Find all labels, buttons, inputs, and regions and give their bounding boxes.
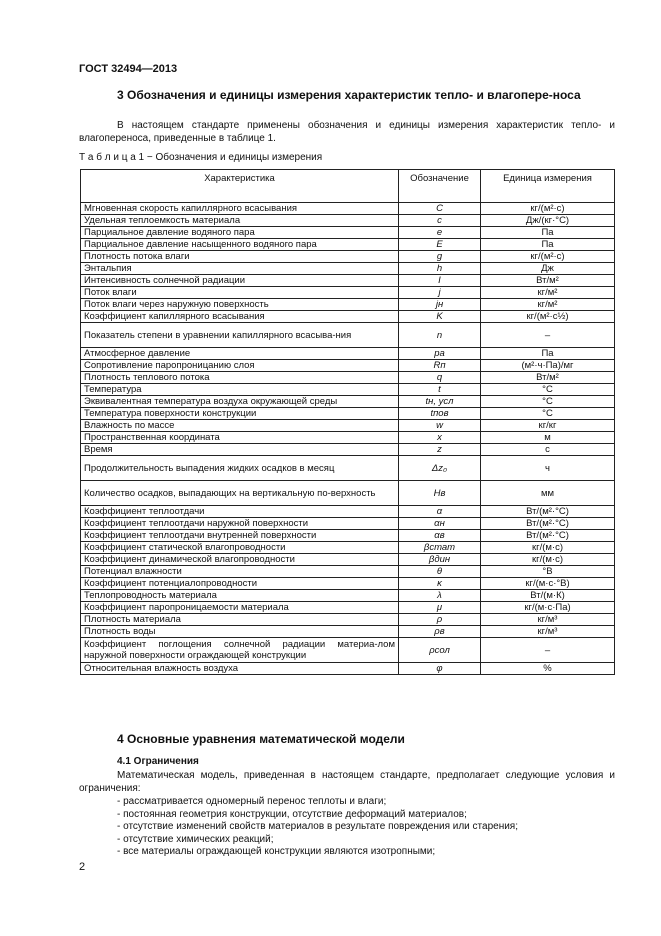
cell-characteristic: Коэффициент теплоотдачи внутренней поверхности xyxy=(81,530,399,542)
section-4-title: 4 Основные уравнения математической модели xyxy=(117,732,405,746)
cell-unit: кг/м³ xyxy=(481,614,615,626)
table-row xyxy=(81,203,615,215)
cell-unit: °С xyxy=(481,408,615,420)
cell-characteristic: Поток влаги xyxy=(81,287,399,299)
cell-characteristic: Коэффициент динамической влагопроводности xyxy=(81,554,399,566)
cell-characteristic: Энтальпия xyxy=(81,263,399,275)
section-3-title: 3 Обозначения и единицы измерения характеристик тепло- и влагопере-носа xyxy=(117,88,581,102)
table-caption: Т а б л и ц а 1 − Обозначения и единицы измерения xyxy=(79,152,323,163)
list-item: - все материалы ограждающей конструкции являются изотропными; xyxy=(117,846,436,857)
list-item: - рассматривается одномерный перенос теплоты и влаги; xyxy=(117,796,387,807)
table-row xyxy=(81,311,615,323)
table-row xyxy=(81,638,615,663)
cell-symbol: I xyxy=(399,275,481,287)
page-number: 2 xyxy=(79,861,86,873)
cell-symbol: Rп xyxy=(399,360,481,372)
cell-symbol: pа xyxy=(399,348,481,360)
table-row xyxy=(81,432,615,444)
cell-symbol: w xyxy=(399,420,481,432)
table-row xyxy=(81,590,615,602)
cell-symbol: αв xyxy=(399,530,481,542)
cell-characteristic: Плотность воды xyxy=(81,626,399,638)
table-row xyxy=(81,456,615,481)
cell-unit: кг/м² xyxy=(481,299,615,311)
cell-symbol: Δz₀ xyxy=(399,456,481,481)
section-4-1-title: 4.1 Ограничения xyxy=(117,756,199,767)
cell-symbol: z xyxy=(399,444,481,456)
table-row xyxy=(81,444,615,456)
cell-characteristic: Пространственная координата xyxy=(81,432,399,444)
cell-symbol: θ xyxy=(399,566,481,578)
table-row xyxy=(81,239,615,251)
cell-unit: Вт/(м²·°С) xyxy=(481,518,615,530)
table-row xyxy=(81,530,615,542)
cell-unit: Па xyxy=(481,227,615,239)
cell-characteristic: Мгновенная скорость капиллярного всасывания xyxy=(81,203,399,215)
cell-unit: Па xyxy=(481,348,615,360)
table-row xyxy=(81,396,615,408)
cell-unit: Вт/(м·К) xyxy=(481,590,615,602)
cell-unit: кг/(м·с·Па) xyxy=(481,602,615,614)
cell-unit: Дж/(кг·°С) xyxy=(481,215,615,227)
cell-characteristic: Температура xyxy=(81,384,399,396)
table-row xyxy=(81,578,615,590)
cell-symbol: E xyxy=(399,239,481,251)
cell-characteristic: Продолжительность выпадения жидких осадков в месяц xyxy=(81,456,399,481)
cell-characteristic: Температура поверхности конструкции xyxy=(81,408,399,420)
cell-symbol: q xyxy=(399,372,481,384)
cell-characteristic: Атмосферное давление xyxy=(81,348,399,360)
cell-unit: мм xyxy=(481,481,615,506)
table-row xyxy=(81,542,615,554)
table-row xyxy=(81,384,615,396)
table-row xyxy=(81,518,615,530)
table-row xyxy=(81,372,615,384)
cell-unit: Вт/(м²·°С) xyxy=(481,530,615,542)
cell-characteristic: Коэффициент теплоотдачи наружной поверхности xyxy=(81,518,399,530)
cell-symbol: n xyxy=(399,323,481,348)
cell-characteristic: Коэффициент статической влагопроводности xyxy=(81,542,399,554)
cell-symbol: α xyxy=(399,506,481,518)
cell-symbol: e xyxy=(399,227,481,239)
list-item: - отсутствие изменений свойств материалов в результате повреждения или старения; xyxy=(117,821,518,832)
cell-symbol: tн, усл xyxy=(399,396,481,408)
table-row xyxy=(81,420,615,432)
cell-characteristic: Относительная влажность воздуха xyxy=(81,663,399,675)
table-row xyxy=(81,614,615,626)
cell-unit: Вт/м² xyxy=(481,372,615,384)
cell-symbol: βдин xyxy=(399,554,481,566)
section-4-1-paragraph: Математическая модель, приведенная в настоящем стандарте, предполагает следующие условия и ограничения: xyxy=(79,770,615,794)
cell-unit: °В xyxy=(481,566,615,578)
table-row xyxy=(81,287,615,299)
cell-unit: °С xyxy=(481,396,615,408)
cell-unit: – xyxy=(481,323,615,348)
cell-symbol: μ xyxy=(399,602,481,614)
cell-unit: % xyxy=(481,663,615,675)
table-row xyxy=(81,275,615,287)
cell-characteristic: Поток влаги через наружную поверхность xyxy=(81,299,399,311)
table-row xyxy=(81,360,615,372)
cell-symbol: x xyxy=(399,432,481,444)
cell-characteristic: Время xyxy=(81,444,399,456)
table-row xyxy=(81,251,615,263)
cell-characteristic: Интенсивность солнечной радиации xyxy=(81,275,399,287)
cell-characteristic: Показатель степени в уравнении капиллярного всасыва-ния xyxy=(81,323,399,348)
table-row xyxy=(81,481,615,506)
table-row xyxy=(81,626,615,638)
cell-unit: кг/м³ xyxy=(481,626,615,638)
cell-symbol: h xyxy=(399,263,481,275)
cell-symbol: φ xyxy=(399,663,481,675)
cell-unit: ч xyxy=(481,456,615,481)
column-header-characteristic: Характеристика xyxy=(81,170,399,203)
cell-symbol: j xyxy=(399,287,481,299)
cell-characteristic: Плотность теплового потока xyxy=(81,372,399,384)
cell-symbol: κ xyxy=(399,578,481,590)
cell-unit: Вт/(м²·°С) xyxy=(481,506,615,518)
table-row xyxy=(81,602,615,614)
cell-characteristic: Эквивалентная температура воздуха окружающей среды xyxy=(81,396,399,408)
cell-characteristic: Коэффициент потенциалопроводности xyxy=(81,578,399,590)
section-3-paragraph: В настоящем стандарте применены обозначения и единицы измерения характеристик тепло- и влагопереноса, приведенные в таблице 1. xyxy=(79,120,615,144)
cell-unit: (м²·ч·Па)/мг xyxy=(481,360,615,372)
cell-symbol: βстат xyxy=(399,542,481,554)
cell-characteristic: Коэффициент теплоотдачи xyxy=(81,506,399,518)
table-row xyxy=(81,408,615,420)
cell-characteristic: Коэффициент капиллярного всасывания xyxy=(81,311,399,323)
cell-symbol: λ xyxy=(399,590,481,602)
cell-unit: с xyxy=(481,444,615,456)
column-header-unit: Единица измерения xyxy=(481,170,615,203)
cell-characteristic: Парциальное давление насыщенного водяного пара xyxy=(81,239,399,251)
cell-unit: кг/(м²·с½) xyxy=(481,311,615,323)
cell-characteristic: Теплопроводность материала xyxy=(81,590,399,602)
cell-unit: кг/(м·с) xyxy=(481,554,615,566)
table-row xyxy=(81,348,615,360)
restrictions-list xyxy=(117,796,518,859)
table-row xyxy=(81,566,615,578)
cell-characteristic: Плотность материала xyxy=(81,614,399,626)
cell-symbol: t xyxy=(399,384,481,396)
cell-symbol: tпов xyxy=(399,408,481,420)
cell-unit: Дж xyxy=(481,263,615,275)
list-item: - отсутствие химических реакций; xyxy=(117,833,274,845)
symbols-table xyxy=(80,169,615,675)
cell-unit: кг/(м²·с) xyxy=(481,251,615,263)
cell-symbol: ρв xyxy=(399,626,481,638)
cell-unit: кг/(м²·с) xyxy=(481,203,615,215)
column-header-symbol: Обозначение xyxy=(399,170,481,203)
cell-symbol: ρ xyxy=(399,614,481,626)
cell-characteristic: Плотность потока влаги xyxy=(81,251,399,263)
cell-characteristic: Влажность по массе xyxy=(81,420,399,432)
cell-symbol: ρсол xyxy=(399,638,481,663)
cell-unit: кг/кг xyxy=(481,420,615,432)
cell-unit: Па xyxy=(481,239,615,251)
cell-unit: Вт/м² xyxy=(481,275,615,287)
document-header: ГОСТ 32494—2013 xyxy=(79,63,178,75)
cell-unit: °С xyxy=(481,384,615,396)
cell-characteristic: Сопротивление паропроницанию слоя xyxy=(81,360,399,372)
table-row xyxy=(81,506,615,518)
cell-symbol: c xyxy=(399,215,481,227)
cell-symbol: Hв xyxy=(399,481,481,506)
cell-unit: кг/(м·с) xyxy=(481,542,615,554)
table-row xyxy=(81,263,615,275)
cell-symbol: g xyxy=(399,251,481,263)
table-row xyxy=(81,227,615,239)
table-row xyxy=(81,215,615,227)
cell-characteristic: Парциальное давление водяного пара xyxy=(81,227,399,239)
cell-characteristic: Удельная теплоемкость материала xyxy=(81,215,399,227)
cell-unit: кг/м² xyxy=(481,287,615,299)
cell-symbol: K xyxy=(399,311,481,323)
cell-symbol: C xyxy=(399,203,481,215)
table-header-row xyxy=(81,170,615,203)
table-row xyxy=(81,299,615,311)
cell-characteristic: Количество осадков, выпадающих на вертикальную по-верхность xyxy=(81,481,399,506)
cell-unit: м xyxy=(481,432,615,444)
cell-unit: – xyxy=(481,638,615,663)
cell-characteristic: Коэффициент поглощения солнечной радиации материа-лом наружной поверхности ограждающей конструкции xyxy=(81,638,399,663)
cell-symbol: jн xyxy=(399,299,481,311)
cell-characteristic: Коэффициент паропроницаемости материала xyxy=(81,602,399,614)
table-row xyxy=(81,663,615,675)
table-row xyxy=(81,323,615,348)
cell-symbol: αн xyxy=(399,518,481,530)
cell-characteristic: Потенциал влажности xyxy=(81,566,399,578)
cell-unit: кг/(м·с·°В) xyxy=(481,578,615,590)
table-row xyxy=(81,554,615,566)
list-item: - постоянная геометрия конструкции, отсутствие деформаций материалов; xyxy=(117,808,467,820)
